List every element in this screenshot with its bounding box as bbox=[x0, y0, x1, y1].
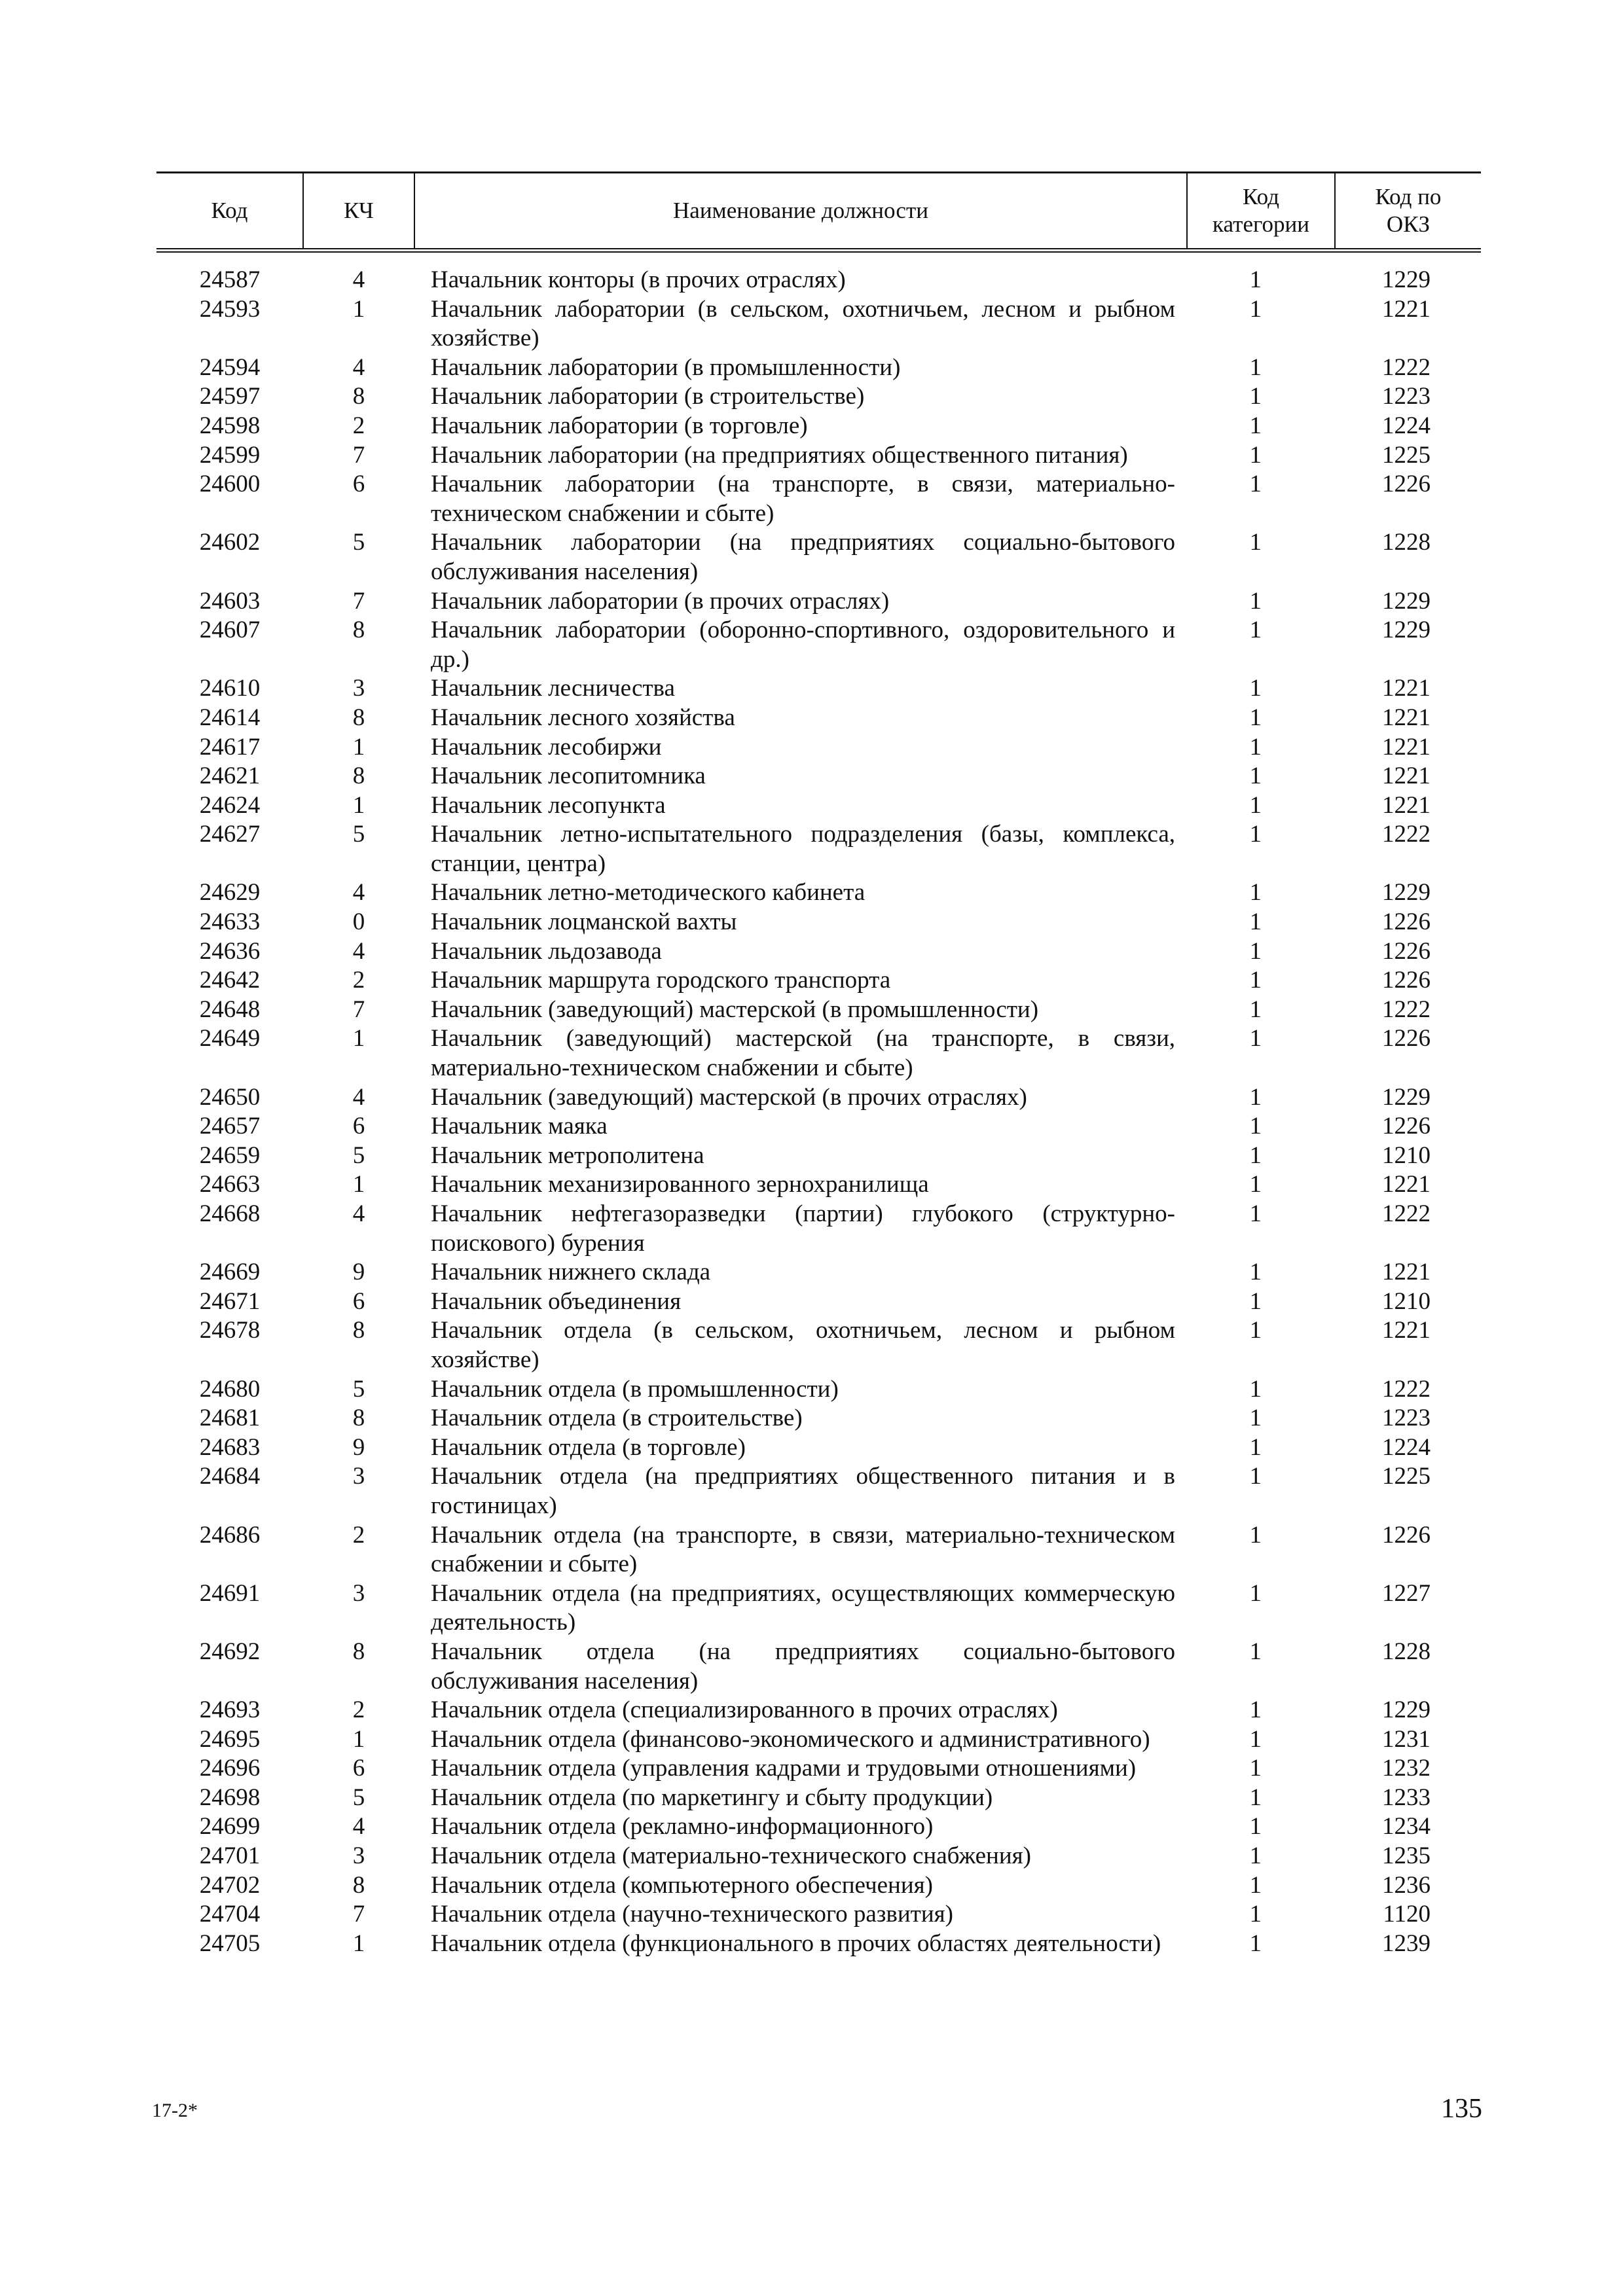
cell-category-code: 1 bbox=[1249, 1755, 1262, 1782]
cell-category-code: 1 bbox=[1249, 733, 1262, 761]
cell-category-code: 1 bbox=[1249, 1171, 1262, 1198]
cell-okz-code: 1228 bbox=[1382, 1638, 1431, 1665]
cell-position-name: Начальник отдела (на транспорте, в связи, материально-техническом снабжении и сбыте) bbox=[431, 1521, 1175, 1578]
cell-category-code: 1 bbox=[1249, 1725, 1262, 1753]
cell-category-code: 1 bbox=[1249, 266, 1262, 293]
cell-code: 24593 bbox=[199, 295, 261, 323]
table-row bbox=[156, 1404, 1481, 1433]
cell-kch: 8 bbox=[352, 383, 365, 410]
cell-code: 24610 bbox=[199, 675, 261, 702]
cell-kch: 8 bbox=[352, 1638, 365, 1665]
cell-kch: 2 bbox=[352, 1696, 365, 1724]
cell-position-name: Начальник лаборатории (в прочих отраслях) bbox=[431, 587, 890, 615]
cell-okz-code: 1232 bbox=[1382, 1755, 1431, 1782]
footer-signature: 17-2* bbox=[152, 2100, 198, 2121]
cell-okz-code: 1221 bbox=[1382, 675, 1431, 702]
cell-okz-code: 1222 bbox=[1382, 353, 1431, 381]
cell-okz-code: 1229 bbox=[1382, 587, 1431, 615]
cell-code: 24627 bbox=[199, 821, 261, 848]
header-category bbox=[1187, 173, 1335, 251]
cell-kch: 4 bbox=[352, 1200, 365, 1227]
cell-position-name: Начальник отдела (материально-технического снабжения) bbox=[431, 1842, 1031, 1870]
cell-category-code: 1 bbox=[1249, 704, 1262, 731]
table-row bbox=[156, 1638, 1481, 1696]
cell-okz-code: 1225 bbox=[1382, 1463, 1431, 1490]
cell-kch: 4 bbox=[352, 266, 365, 293]
cell-okz-code: 1222 bbox=[1382, 996, 1431, 1023]
table-row bbox=[156, 1521, 1481, 1579]
cell-kch: 6 bbox=[352, 1113, 365, 1140]
cell-code: 24607 bbox=[199, 617, 261, 644]
table-row bbox=[156, 966, 1481, 996]
table-row bbox=[156, 1754, 1481, 1784]
cell-code: 24683 bbox=[199, 1433, 261, 1461]
cell-category-code: 1 bbox=[1249, 1433, 1262, 1461]
cell-okz-code: 1227 bbox=[1382, 1579, 1431, 1607]
cell-kch: 1 bbox=[352, 1929, 365, 1957]
cell-category-code: 1 bbox=[1249, 996, 1262, 1023]
cell-okz-code: 1221 bbox=[1382, 704, 1431, 731]
table-row bbox=[156, 1170, 1481, 1200]
cell-category-code: 1 bbox=[1249, 295, 1262, 323]
cell-category-code: 1 bbox=[1249, 1113, 1262, 1140]
cell-kch: 1 bbox=[352, 733, 365, 761]
cell-kch: 4 bbox=[352, 353, 365, 381]
cell-category-code: 1 bbox=[1249, 791, 1262, 819]
cell-kch: 7 bbox=[352, 587, 365, 615]
positions-table bbox=[156, 171, 1481, 1958]
header-code: Код bbox=[156, 173, 303, 251]
table-row bbox=[156, 1784, 1481, 1813]
table-row bbox=[156, 1024, 1481, 1083]
cell-okz-code: 1224 bbox=[1382, 412, 1431, 439]
cell-kch: 3 bbox=[352, 1579, 365, 1607]
table-row bbox=[156, 616, 1481, 674]
cell-kch: 0 bbox=[352, 908, 365, 936]
table-row bbox=[156, 1696, 1481, 1725]
cell-category-code: 1 bbox=[1249, 675, 1262, 702]
cell-code: 24668 bbox=[199, 1200, 261, 1227]
cell-code: 24704 bbox=[199, 1901, 261, 1928]
cell-position-name: Начальник лесобиржи bbox=[431, 733, 662, 761]
cell-kch: 9 bbox=[352, 1259, 365, 1286]
cell-okz-code: 1223 bbox=[1382, 383, 1431, 410]
cell-category-code: 1 bbox=[1249, 471, 1262, 498]
cell-code: 24701 bbox=[199, 1842, 261, 1870]
table-row bbox=[156, 295, 1481, 353]
cell-code: 24598 bbox=[199, 412, 261, 439]
cell-code: 24603 bbox=[199, 587, 261, 615]
cell-position-name: Начальник лесопункта bbox=[431, 791, 666, 819]
cell-okz-code: 1231 bbox=[1382, 1725, 1431, 1753]
table-row bbox=[156, 382, 1481, 412]
cell-position-name: Начальник отдела (в строительстве) bbox=[431, 1405, 803, 1432]
cell-okz-code: 1222 bbox=[1382, 821, 1431, 848]
cell-okz-code: 1221 bbox=[1382, 1171, 1431, 1198]
cell-category-code: 1 bbox=[1249, 1259, 1262, 1286]
cell-kch: 5 bbox=[352, 1141, 365, 1169]
cell-category-code: 1 bbox=[1249, 762, 1262, 790]
cell-category-code: 1 bbox=[1249, 1463, 1262, 1490]
table-row bbox=[156, 1871, 1481, 1901]
cell-kch: 7 bbox=[352, 1901, 365, 1928]
table-row bbox=[156, 251, 1481, 295]
cell-okz-code: 1229 bbox=[1382, 617, 1431, 644]
table-row bbox=[156, 1462, 1481, 1520]
table-row bbox=[156, 704, 1481, 733]
cell-kch: 3 bbox=[352, 1842, 365, 1870]
cell-category-code: 1 bbox=[1249, 1287, 1262, 1315]
cell-code: 24696 bbox=[199, 1755, 261, 1782]
cell-category-code: 1 bbox=[1249, 879, 1262, 906]
cell-kch: 4 bbox=[352, 1083, 365, 1111]
cell-okz-code: 1229 bbox=[1382, 879, 1431, 906]
cell-kch: 6 bbox=[352, 471, 365, 498]
cell-code: 24602 bbox=[199, 529, 261, 556]
cell-position-name: Начальник отдела (научно-технического развития) bbox=[431, 1901, 953, 1928]
cell-okz-code: 1228 bbox=[1382, 529, 1431, 556]
table-row bbox=[156, 412, 1481, 441]
cell-position-name: Начальник лесного хозяйства bbox=[431, 704, 735, 731]
cell-code: 24693 bbox=[199, 1696, 261, 1724]
cell-category-code: 1 bbox=[1249, 1638, 1262, 1665]
cell-category-code: 1 bbox=[1249, 1842, 1262, 1870]
cell-okz-code: 1226 bbox=[1382, 1113, 1431, 1140]
cell-position-name: Начальник лаборатории (в промышленности) bbox=[431, 353, 901, 381]
cell-kch: 8 bbox=[352, 704, 365, 731]
cell-okz-code: 1221 bbox=[1382, 1317, 1431, 1344]
cell-position-name: Начальник отдела (управления кадрами и трудовыми отношениями) bbox=[431, 1755, 1137, 1782]
cell-code: 24633 bbox=[199, 908, 261, 936]
cell-code: 24636 bbox=[199, 937, 261, 965]
cell-code: 24649 bbox=[199, 1025, 261, 1052]
cell-code: 24650 bbox=[199, 1083, 261, 1111]
cell-position-name: Начальник лесопитомника bbox=[431, 762, 706, 790]
cell-position-name: Начальник лоцманской вахты bbox=[431, 908, 737, 936]
cell-code: 24692 bbox=[199, 1638, 261, 1665]
cell-code: 24600 bbox=[199, 471, 261, 498]
cell-code: 24659 bbox=[199, 1141, 261, 1169]
cell-category-code: 1 bbox=[1249, 1200, 1262, 1227]
cell-kch: 3 bbox=[352, 675, 365, 702]
cell-okz-code: 1226 bbox=[1382, 967, 1431, 994]
cell-kch: 8 bbox=[352, 762, 365, 790]
cell-category-code: 1 bbox=[1249, 1083, 1262, 1111]
table-row bbox=[156, 1842, 1481, 1871]
header-okz-text: Код по ОКЗ bbox=[1375, 184, 1442, 237]
cell-code: 24699 bbox=[199, 1813, 261, 1840]
cell-position-name: Начальник нефтегазоразведки (партии) глубокого (структурно-поискового) бурения bbox=[431, 1200, 1175, 1257]
table-row bbox=[156, 1258, 1481, 1287]
cell-position-name: Начальник лаборатории (в строительстве) bbox=[431, 383, 865, 410]
cell-position-name: Начальник (заведующий) мастерской (в промышленности) bbox=[431, 996, 1039, 1023]
cell-code: 24680 bbox=[199, 1375, 261, 1403]
cell-category-code: 1 bbox=[1249, 908, 1262, 936]
table-row bbox=[156, 1812, 1481, 1842]
cell-category-code: 1 bbox=[1249, 353, 1262, 381]
cell-kch: 9 bbox=[352, 1433, 365, 1461]
cell-okz-code: 1226 bbox=[1382, 1025, 1431, 1052]
cell-kch: 2 bbox=[352, 1521, 365, 1549]
table-row bbox=[156, 1316, 1481, 1374]
table-row bbox=[156, 441, 1481, 471]
cell-kch: 2 bbox=[352, 412, 365, 439]
cell-position-name: Начальник отдела (специализированного в прочих отраслях) bbox=[431, 1696, 1058, 1724]
cell-category-code: 1 bbox=[1249, 1405, 1262, 1432]
cell-okz-code: 1229 bbox=[1382, 1083, 1431, 1111]
cell-kch: 4 bbox=[352, 937, 365, 965]
cell-category-code: 1 bbox=[1249, 529, 1262, 556]
cell-kch: 1 bbox=[352, 1171, 365, 1198]
cell-okz-code: 1229 bbox=[1382, 1696, 1431, 1724]
cell-category-code: 1 bbox=[1249, 1317, 1262, 1344]
cell-position-name: Начальник отдела (на предприятиях, осуществляющих коммерческую деятельность) bbox=[431, 1579, 1175, 1636]
cell-code: 24594 bbox=[199, 353, 261, 381]
cell-code: 24597 bbox=[199, 383, 261, 410]
table-row bbox=[156, 1141, 1481, 1171]
cell-position-name: Начальник лесничества bbox=[431, 675, 675, 702]
header-kch: КЧ bbox=[303, 173, 414, 251]
cell-code: 24702 bbox=[199, 1871, 261, 1899]
cell-position-name: Начальник отдела (на предприятиях общественного питания и в гостиницах) bbox=[431, 1463, 1175, 1519]
cell-position-name: Начальник отдела (функционального в прочих областях деятельности) bbox=[431, 1929, 1161, 1957]
cell-position-name: Начальник метрополитена bbox=[431, 1141, 704, 1169]
cell-position-name: Начальник конторы (в прочих отраслях) bbox=[431, 266, 846, 293]
cell-category-code: 1 bbox=[1249, 1375, 1262, 1403]
cell-category-code: 1 bbox=[1249, 1813, 1262, 1840]
table-row bbox=[156, 1579, 1481, 1638]
cell-okz-code: 1225 bbox=[1382, 441, 1431, 469]
header-category-text: Код категории bbox=[1213, 184, 1309, 237]
page-number: 135 bbox=[1441, 2094, 1482, 2124]
cell-kch: 5 bbox=[352, 1784, 365, 1811]
cell-position-name: Начальник лаборатории (в сельском, охотничьем, лесном и рыбном хозяйстве) bbox=[431, 295, 1175, 352]
cell-okz-code: 1224 bbox=[1382, 1433, 1431, 1461]
cell-kch: 8 bbox=[352, 1405, 365, 1432]
cell-category-code: 1 bbox=[1249, 587, 1262, 615]
cell-code: 24686 bbox=[199, 1521, 261, 1549]
cell-position-name: Начальник лаборатории (оборонно-спортивного, оздоровительного и др.) bbox=[431, 617, 1175, 673]
cell-okz-code: 1120 bbox=[1383, 1901, 1431, 1928]
table-row bbox=[156, 733, 1481, 762]
cell-category-code: 1 bbox=[1249, 1025, 1262, 1052]
cell-code: 24614 bbox=[199, 704, 261, 731]
cell-kch: 4 bbox=[352, 879, 365, 906]
cell-kch: 2 bbox=[352, 967, 365, 994]
cell-position-name: Начальник отдела (в промышленности) bbox=[431, 1375, 839, 1403]
table-body bbox=[156, 251, 1481, 1959]
cell-code: 24695 bbox=[199, 1725, 261, 1753]
cell-position-name: Начальник механизированного зернохранилища bbox=[431, 1171, 929, 1198]
cell-code: 24642 bbox=[199, 967, 261, 994]
cell-kch: 4 bbox=[352, 1813, 365, 1840]
cell-code: 24671 bbox=[199, 1287, 261, 1315]
cell-kch: 5 bbox=[352, 1375, 365, 1403]
table-row bbox=[156, 791, 1481, 821]
cell-category-code: 1 bbox=[1249, 1871, 1262, 1899]
table-row bbox=[156, 878, 1481, 908]
cell-code: 24621 bbox=[199, 762, 261, 790]
cell-category-code: 1 bbox=[1249, 412, 1262, 439]
cell-position-name: Начальник маршрута городского транспорта bbox=[431, 967, 891, 994]
cell-position-name: Начальник отдела (на предприятиях социально-бытового обслуживания населения) bbox=[431, 1638, 1175, 1695]
cell-okz-code: 1210 bbox=[1382, 1287, 1431, 1315]
table-row bbox=[156, 528, 1481, 586]
cell-code: 24657 bbox=[199, 1113, 261, 1140]
cell-code: 24624 bbox=[199, 791, 261, 819]
cell-position-name: Начальник лаборатории (в торговле) bbox=[431, 412, 808, 439]
cell-okz-code: 1235 bbox=[1382, 1842, 1431, 1870]
cell-kch: 8 bbox=[352, 1317, 365, 1344]
cell-position-name: Начальник объединения bbox=[431, 1287, 682, 1315]
table-row bbox=[156, 674, 1481, 704]
cell-okz-code: 1236 bbox=[1382, 1871, 1431, 1899]
cell-okz-code: 1226 bbox=[1382, 937, 1431, 965]
table-row bbox=[156, 908, 1481, 937]
cell-kch: 3 bbox=[352, 1463, 365, 1490]
cell-category-code: 1 bbox=[1249, 441, 1262, 469]
cell-kch: 6 bbox=[352, 1755, 365, 1782]
cell-code: 24681 bbox=[199, 1405, 261, 1432]
cell-kch: 8 bbox=[352, 617, 365, 644]
cell-kch: 7 bbox=[352, 441, 365, 469]
cell-okz-code: 1226 bbox=[1382, 471, 1431, 498]
cell-category-code: 1 bbox=[1249, 821, 1262, 848]
cell-category-code: 1 bbox=[1249, 967, 1262, 994]
cell-position-name: Начальник нижнего склада bbox=[431, 1259, 711, 1286]
cell-position-name: Начальник маяка bbox=[431, 1113, 608, 1140]
cell-code: 24669 bbox=[199, 1259, 261, 1286]
cell-code: 24648 bbox=[199, 996, 261, 1023]
cell-position-name: Начальник лаборатории (на транспорте, в связи, материально-техническом снабжении и сбыте) bbox=[431, 471, 1175, 527]
cell-code: 24705 bbox=[199, 1929, 261, 1957]
cell-category-code: 1 bbox=[1249, 1929, 1262, 1957]
cell-okz-code: 1210 bbox=[1382, 1141, 1431, 1169]
table-row bbox=[156, 1112, 1481, 1141]
cell-position-name: Начальник отдела (рекламно-информационного) bbox=[431, 1813, 934, 1840]
table-row bbox=[156, 1287, 1481, 1317]
cell-okz-code: 1221 bbox=[1382, 295, 1431, 323]
table-row bbox=[156, 1929, 1481, 1959]
table-row bbox=[156, 1725, 1481, 1755]
cell-position-name: Начальник (заведующий) мастерской (на транспорте, в связи, материально-техническом снабжении и сбыте) bbox=[431, 1025, 1175, 1082]
cell-category-code: 1 bbox=[1249, 1521, 1262, 1549]
cell-code: 24599 bbox=[199, 441, 261, 469]
table-row bbox=[156, 762, 1481, 791]
cell-kch: 1 bbox=[352, 295, 365, 323]
cell-okz-code: 1223 bbox=[1382, 1405, 1431, 1432]
cell-kch: 6 bbox=[352, 1287, 365, 1315]
table-row bbox=[156, 1200, 1481, 1258]
cell-kch: 1 bbox=[352, 1725, 365, 1753]
cell-position-name: Начальник летно-методического кабинета bbox=[431, 879, 866, 906]
cell-okz-code: 1222 bbox=[1382, 1200, 1431, 1227]
table-row bbox=[156, 470, 1481, 528]
cell-category-code: 1 bbox=[1249, 617, 1262, 644]
cell-okz-code: 1221 bbox=[1382, 733, 1431, 761]
cell-okz-code: 1221 bbox=[1382, 1259, 1431, 1286]
cell-kch: 7 bbox=[352, 996, 365, 1023]
cell-category-code: 1 bbox=[1249, 1579, 1262, 1607]
cell-position-name: Начальник отдела (в торговле) bbox=[431, 1433, 746, 1461]
cell-kch: 8 bbox=[352, 1871, 365, 1899]
header-row bbox=[156, 173, 1481, 251]
cell-position-name: Начальник отдела (финансово-экономического и административного) bbox=[431, 1725, 1150, 1753]
cell-code: 24684 bbox=[199, 1463, 261, 1490]
cell-position-name: Начальник лаборатории (на предприятиях общественного питания) bbox=[431, 441, 1128, 469]
header-name: Наименование должности bbox=[414, 173, 1187, 251]
table-row bbox=[156, 587, 1481, 617]
cell-code: 24617 bbox=[199, 733, 261, 761]
cell-okz-code: 1226 bbox=[1382, 908, 1431, 936]
cell-code: 24698 bbox=[199, 1784, 261, 1811]
cell-code: 24663 bbox=[199, 1171, 261, 1198]
cell-okz-code: 1222 bbox=[1382, 1375, 1431, 1403]
table-header bbox=[156, 173, 1481, 251]
cell-code: 24678 bbox=[199, 1317, 261, 1344]
cell-okz-code: 1233 bbox=[1382, 1784, 1431, 1811]
cell-category-code: 1 bbox=[1249, 1696, 1262, 1724]
table-row bbox=[156, 353, 1481, 383]
cell-category-code: 1 bbox=[1249, 383, 1262, 410]
table-row bbox=[156, 1900, 1481, 1929]
table-row bbox=[156, 937, 1481, 967]
table-row bbox=[156, 1375, 1481, 1405]
cell-position-name: Начальник летно-испытательного подразделения (базы, комплекса, станции, центра) bbox=[431, 821, 1175, 877]
cell-position-name: Начальник льдозавода bbox=[431, 937, 662, 965]
cell-code: 24629 bbox=[199, 879, 261, 906]
cell-okz-code: 1221 bbox=[1382, 762, 1431, 790]
table-row bbox=[156, 996, 1481, 1025]
cell-code: 24691 bbox=[199, 1579, 261, 1607]
cell-kch: 1 bbox=[352, 1025, 365, 1052]
cell-okz-code: 1226 bbox=[1382, 1521, 1431, 1549]
table-row bbox=[156, 1433, 1481, 1463]
cell-okz-code: 1234 bbox=[1382, 1813, 1431, 1840]
cell-category-code: 1 bbox=[1249, 1141, 1262, 1169]
cell-code: 24587 bbox=[199, 266, 261, 293]
cell-position-name: Начальник отдела (в сельском, охотничьем, лесном и рыбном хозяйстве) bbox=[431, 1317, 1175, 1373]
cell-okz-code: 1221 bbox=[1382, 791, 1431, 819]
cell-kch: 1 bbox=[352, 791, 365, 819]
cell-category-code: 1 bbox=[1249, 1901, 1262, 1928]
table-row bbox=[156, 820, 1481, 878]
cell-kch: 5 bbox=[352, 821, 365, 848]
table-row bbox=[156, 1083, 1481, 1113]
cell-okz-code: 1229 bbox=[1382, 266, 1431, 293]
cell-okz-code: 1239 bbox=[1382, 1929, 1431, 1957]
header-okz bbox=[1335, 173, 1481, 251]
cell-category-code: 1 bbox=[1249, 937, 1262, 965]
cell-position-name: Начальник отдела (по маркетингу и сбыту продукции) bbox=[431, 1784, 993, 1811]
cell-position-name: Начальник (заведующий) мастерской (в прочих отраслях) bbox=[431, 1083, 1027, 1111]
cell-position-name: Начальник лаборатории (на предприятиях социально-бытового обслуживания населения) bbox=[431, 529, 1175, 585]
cell-category-code: 1 bbox=[1249, 1784, 1262, 1811]
cell-position-name: Начальник отдела (компьютерного обеспечения) bbox=[431, 1871, 933, 1899]
cell-kch: 5 bbox=[352, 529, 365, 556]
